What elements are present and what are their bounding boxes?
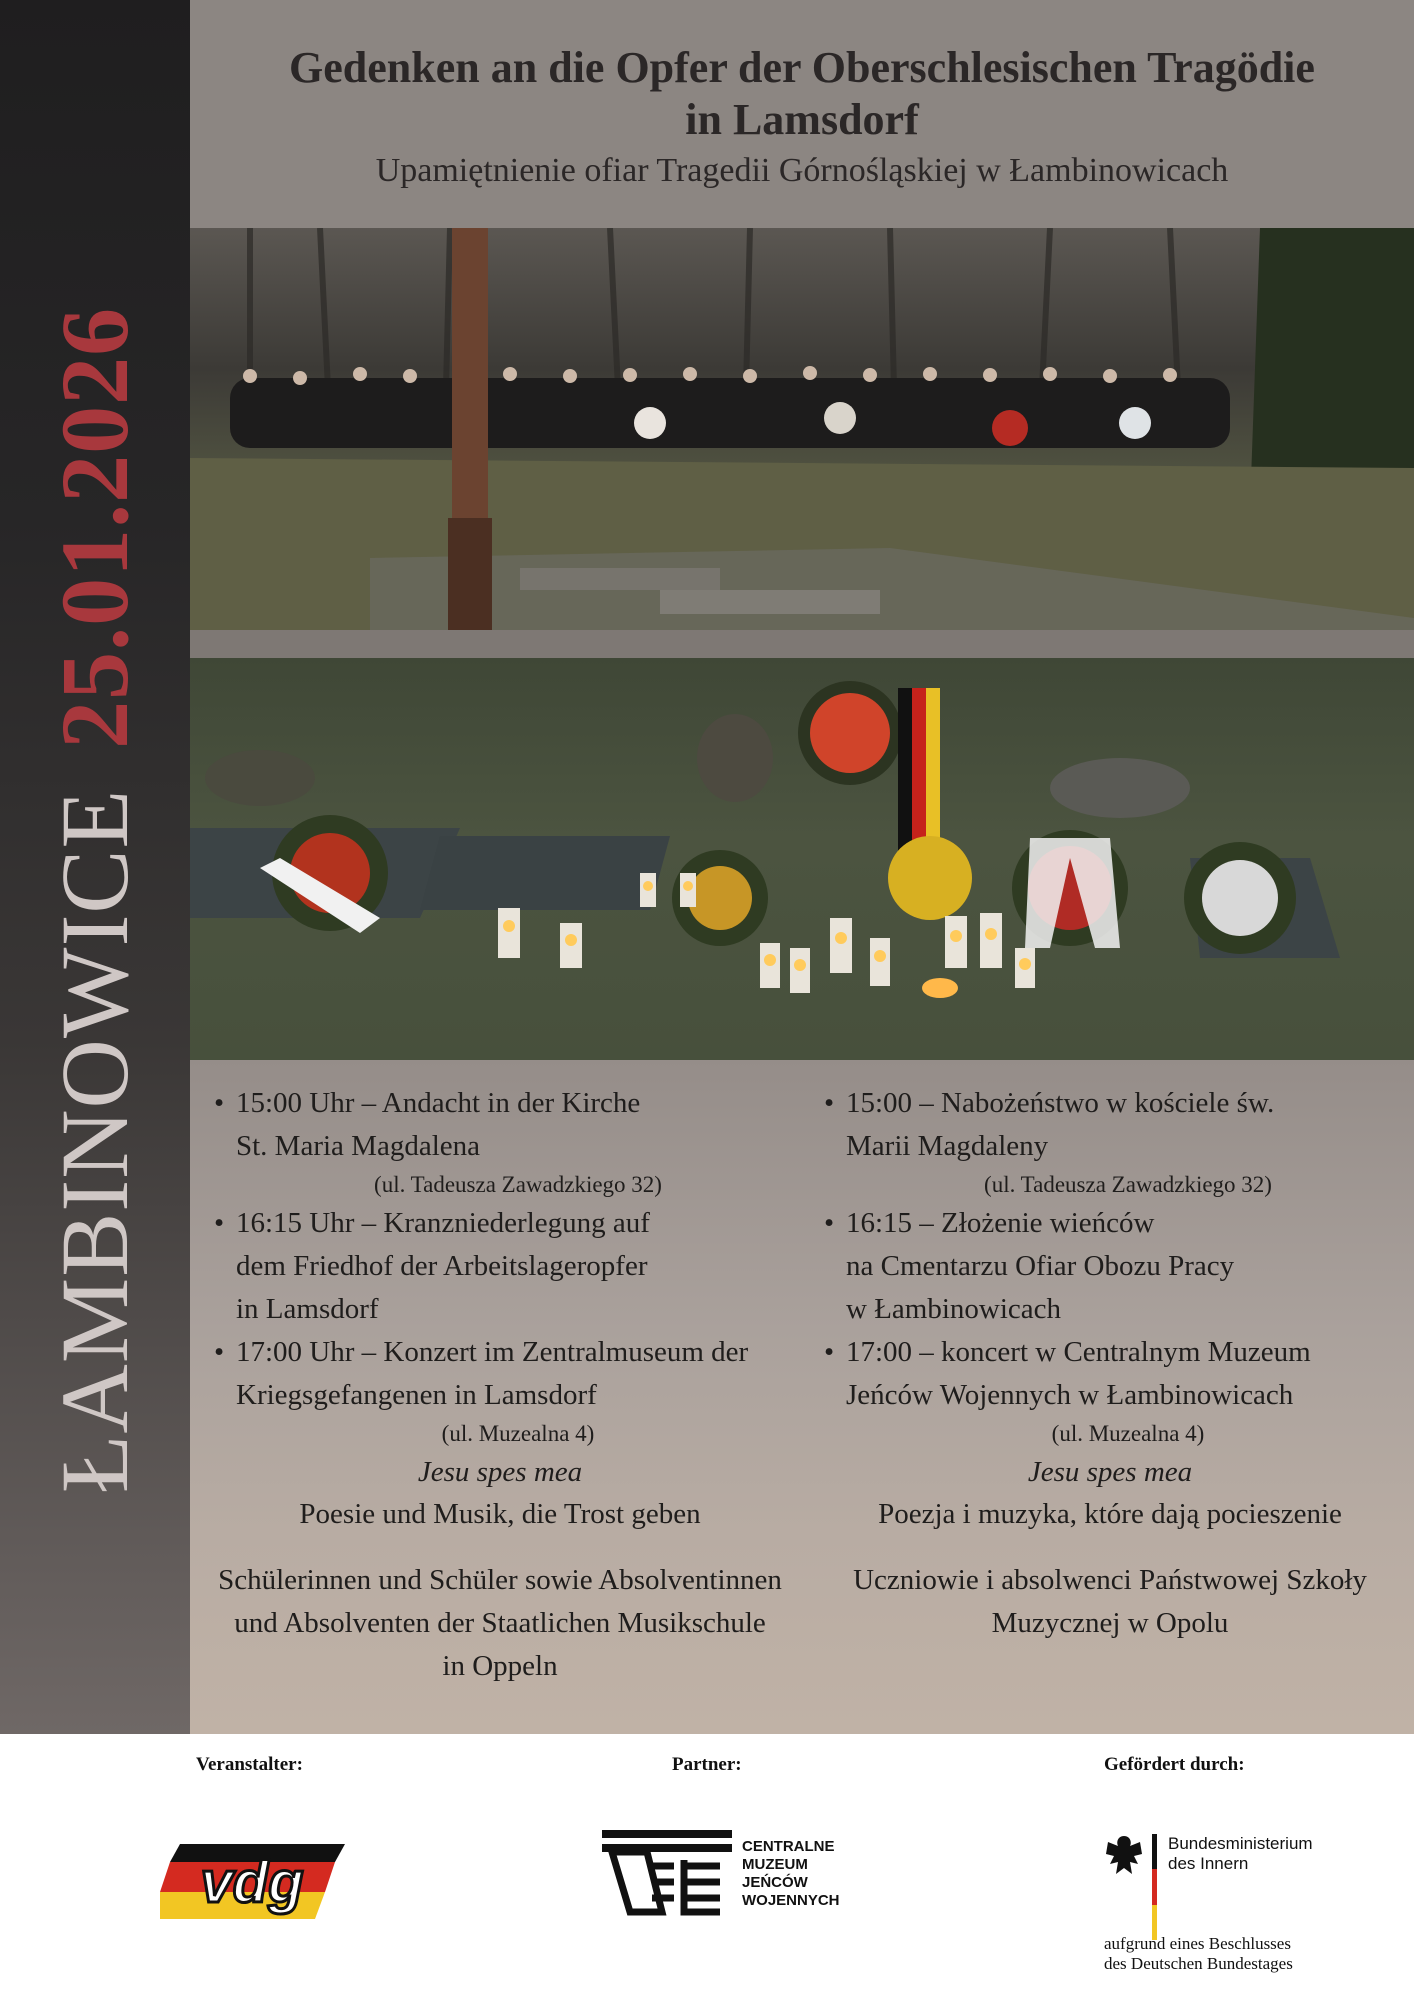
museum-line: JEŃCÓW	[742, 1874, 808, 1891]
concert-motto: Jesu spes mea	[417, 1456, 583, 1488]
funding-note-line: aufgrund eines Beschlusses	[1104, 1934, 1291, 1953]
performers-text	[810, 1559, 1410, 1645]
item-line: 16:15 – Złożenie wieńców	[846, 1207, 1155, 1239]
bullet: •	[214, 1207, 225, 1239]
funding-note	[1104, 1934, 1293, 1974]
side-date: 25.01.2026	[41, 306, 148, 749]
title-line-1: Gedenken an die Opfer der Oberschlesischen Tragödie	[289, 43, 1315, 92]
programme-section	[190, 1060, 1414, 1734]
bullet: •	[214, 1087, 225, 1119]
concert-tagline: Poesie und Musik, die Trost geben	[299, 1498, 701, 1530]
title-line-2: in Lamsdorf	[685, 95, 919, 144]
item-line: 17:00 Uhr – Konzert im Zentralmuseum der	[236, 1336, 749, 1368]
eagle-icon	[1104, 1834, 1144, 1878]
item-address: (ul. Tadeusza Zawadzkiego 32)	[374, 1172, 662, 1197]
item-line: 17:00 – koncert w Centralnym Muzeum	[846, 1336, 1311, 1368]
bullet: •	[824, 1087, 835, 1119]
list-item	[200, 1331, 800, 1451]
list-item	[810, 1202, 1410, 1331]
item-address: (ul. Muzealna 4)	[1051, 1421, 1205, 1446]
bmi-logo	[1104, 1834, 1364, 1944]
list-item	[810, 1082, 1410, 1202]
side-band	[0, 0, 190, 1734]
list-item	[200, 1202, 800, 1331]
item-line: in Lamsdorf	[236, 1293, 379, 1325]
item-line: w Łambinowicach	[846, 1293, 1062, 1325]
item-line: 16:15 Uhr – Kranzniederlegung auf	[236, 1207, 650, 1239]
item-line: Jeńców Wojennych w Łambinowicach	[846, 1379, 1294, 1411]
photo-ceremony-crowd	[190, 228, 1414, 630]
museum-line: CENTRALNE	[742, 1838, 835, 1855]
item-line: Marii Magdaleny	[846, 1130, 1049, 1162]
organizer-label: Veranstalter:	[196, 1754, 303, 1775]
performers-line: Muzycznej w Opolu	[991, 1607, 1229, 1639]
vdg-logo	[160, 1834, 345, 1929]
museum-line: WOJENNYCH	[742, 1892, 840, 1909]
partner-label: Partner:	[672, 1754, 742, 1775]
item-line: dem Friedhof der Arbeitslageropfer	[236, 1250, 648, 1282]
programme-german	[200, 1082, 800, 1688]
item-line: 15:00 – Nabożeństwo w kościele św.	[846, 1087, 1275, 1119]
footer	[0, 1734, 1414, 2000]
item-address: (ul. Tadeusza Zawadzkiego 32)	[984, 1172, 1272, 1197]
item-address: (ul. Muzealna 4)	[441, 1421, 595, 1446]
bmi-text	[1168, 1834, 1313, 1874]
funding-label: Gefördert durch:	[1104, 1754, 1245, 1775]
performers-text	[200, 1559, 800, 1688]
programme-polish	[810, 1082, 1410, 1645]
side-place: ŁAMBINOWICE	[41, 788, 148, 1494]
crowd-photo-illustration	[190, 228, 1414, 630]
bmi-line: des Innern	[1168, 1854, 1249, 1873]
performers-line: in Oppeln	[442, 1650, 558, 1682]
photo-separator	[190, 630, 1414, 658]
bmi-line: Bundesministerium	[1168, 1834, 1313, 1853]
list-item	[200, 1082, 800, 1202]
museum-line: MUZEUM	[742, 1856, 808, 1873]
performers-line: Uczniowie i absolwenci Państwowej Szkoły	[853, 1564, 1367, 1596]
flag-bar-icon	[1152, 1834, 1157, 1940]
item-line: na Cmentarzu Ofiar Obozu Pracy	[846, 1250, 1235, 1282]
item-line: St. Maria Magdalena	[236, 1130, 481, 1162]
performers-line: Schülerinnen und Schüler sowie Absolventinnen	[218, 1564, 782, 1596]
bullet: •	[214, 1336, 225, 1368]
list-item	[810, 1331, 1410, 1451]
performers-line: und Absolventen der Staatlichen Musikschule	[234, 1607, 766, 1639]
museum-logo-text	[742, 1838, 840, 1910]
item-line: Kriegsgefangenen in Lamsdorf	[236, 1379, 597, 1411]
side-text	[35, 200, 155, 1600]
funding-note-line: des Deutschen Bundestages	[1104, 1954, 1293, 1973]
bullet: •	[824, 1336, 835, 1368]
museum-logo-mark	[602, 1830, 732, 1920]
header	[190, 0, 1414, 228]
photo-wreaths-candles	[190, 658, 1414, 1060]
wreaths-photo-illustration	[190, 658, 1414, 1060]
item-line: 15:00 Uhr – Andacht in der Kirche	[236, 1087, 641, 1119]
concert-motto: Jesu spes mea	[1027, 1456, 1193, 1488]
vdg-logo-text: vdg	[200, 1850, 304, 1915]
concert-tagline: Poezja i muzyka, które dają pocieszenie	[878, 1498, 1342, 1530]
page-subtitle: Upamiętnienie ofiar Tragedii Górnośląskiej w Łambinowicach	[375, 152, 1229, 189]
bullet: •	[824, 1207, 835, 1239]
page-title	[190, 0, 1414, 146]
